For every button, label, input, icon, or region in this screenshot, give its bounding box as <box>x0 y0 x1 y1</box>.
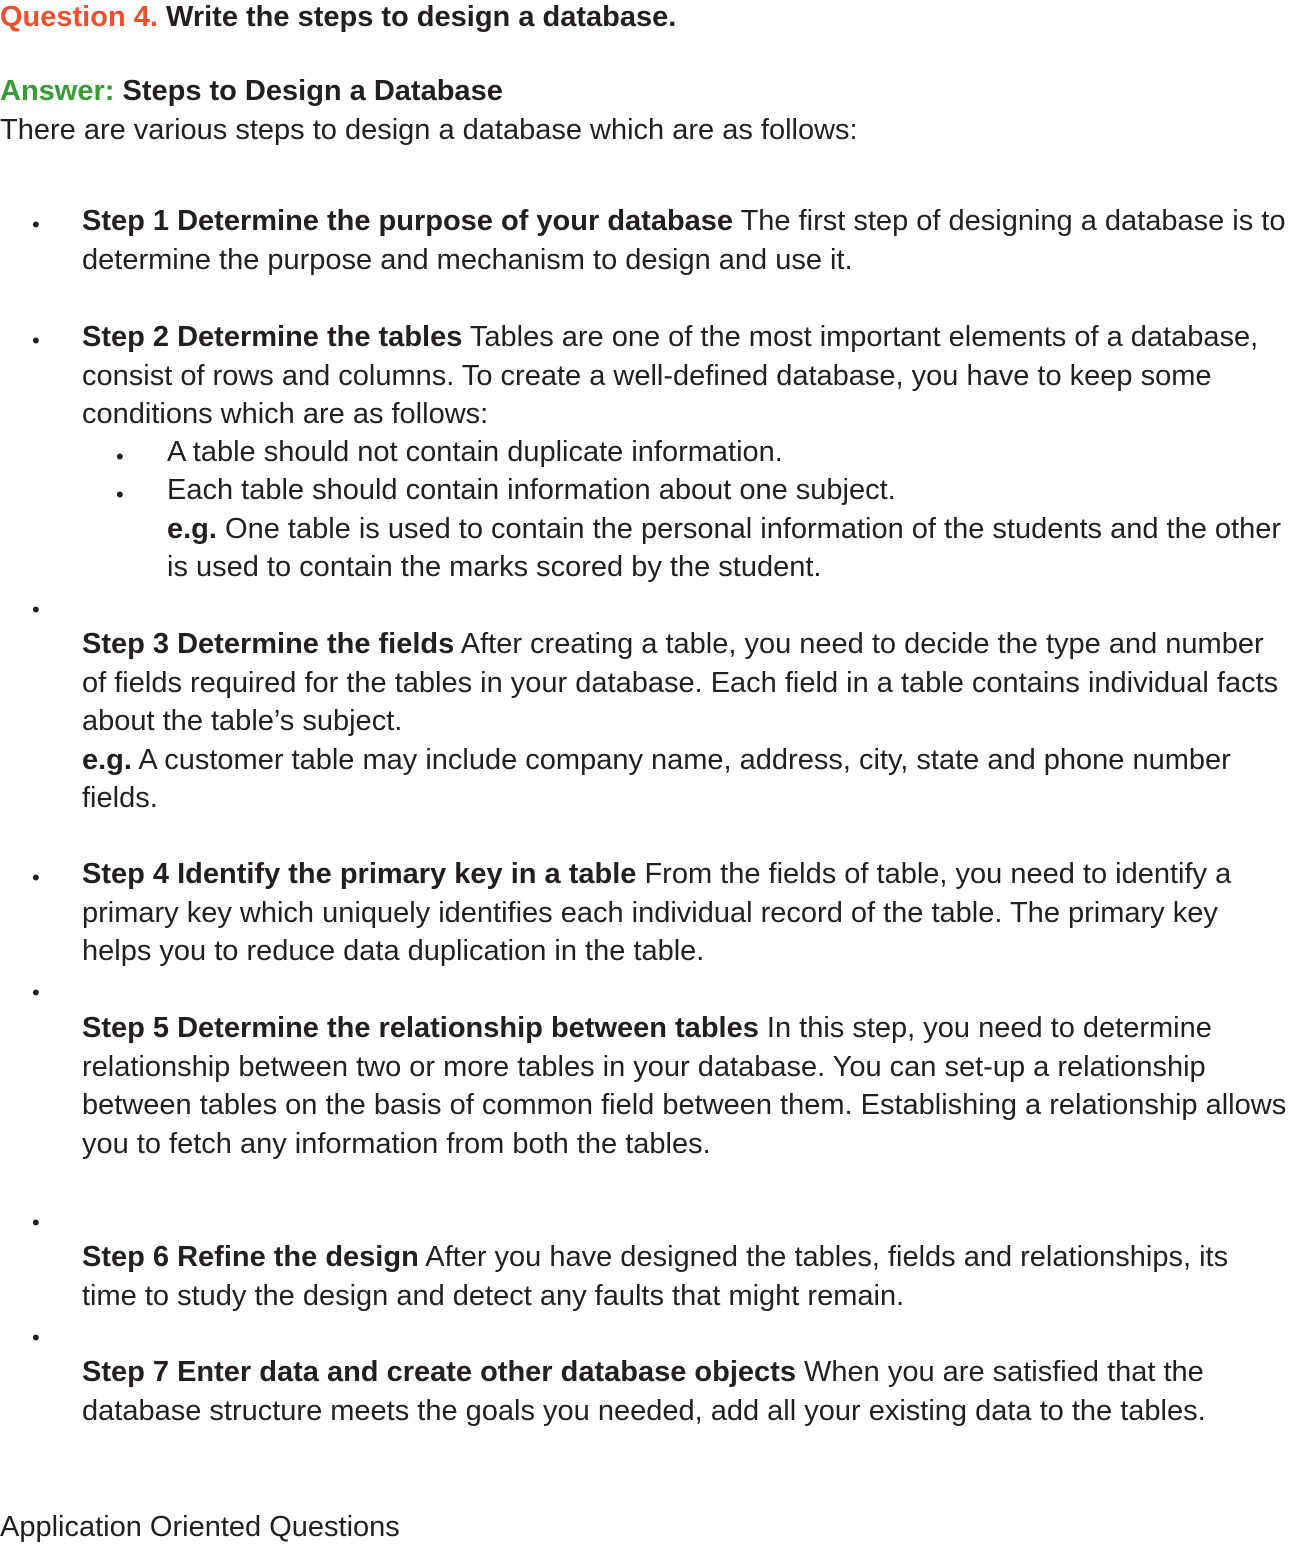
step-text: In this step, you need to determine relationship between two or more tables in your database. You can set-up a relationship between tables on the basis of common field between them. Establishing a relationship allows you to fetch any information from both the tables. <box>82 1012 1287 1160</box>
step-2-subitem-2 <box>167 471 1287 587</box>
bullet-icon: • <box>32 328 40 353</box>
example-label: e.g. <box>82 743 132 776</box>
answer-intro: There are various steps to design a database which are as follows: <box>0 114 858 146</box>
step-title: Step 3 Determine the fields <box>82 628 455 660</box>
step-text: Tables are one of the most important elements of a database, consist of rows and columns. To create a well-defined database, you have to keep some conditions which are as follows: <box>82 321 1259 430</box>
sub-bullet-icon: • <box>116 482 124 507</box>
answer-label: Answer: <box>0 75 115 107</box>
step-title: Step 6 Refine the design <box>82 1241 419 1273</box>
subitem-text: Each table should contain information about one subject. <box>167 474 896 506</box>
step-5 <box>82 1009 1290 1163</box>
question-label: Question 4. <box>0 1 158 33</box>
step-2 <box>82 318 1290 434</box>
answer-title: Steps to Design a Database <box>114 75 503 107</box>
step-6 <box>82 1238 1290 1315</box>
example-label: e.g. <box>167 512 217 545</box>
step-title: Step 5 Determine the relationship between tables <box>82 1012 759 1044</box>
step-1 <box>82 202 1290 279</box>
bullet-icon: • <box>32 1325 40 1350</box>
question-heading <box>0 0 676 34</box>
step-text: The first step of designing a database is to determine the purpose and mechanism to design and use it. <box>82 205 1286 276</box>
bullet-icon: • <box>32 980 40 1005</box>
step-title: Step 2 Determine the tables <box>82 321 463 353</box>
step-2-subitem-1: A table should not contain duplicate information. <box>167 436 783 468</box>
example-paragraph <box>82 741 1290 818</box>
step-text: From the fields of table, you need to identify a primary key which uniquely identifies each individual record of the table. The primary key helps you to reduce data duplication in the table. <box>82 858 1232 967</box>
step-text: After creating a table, you need to decide the type and number of fields required for the tables in your database. Each field in a table contains individual facts about the table’s subject. <box>82 628 1279 737</box>
step-text: After you have designed the tables, fields and relationships, its time to study the design and detect any faults that might remain. <box>82 1241 1229 1312</box>
answer-heading <box>0 74 503 108</box>
footer-section-title: Application Oriented Questions <box>0 1511 400 1543</box>
example-text: A customer table may include company name, address, city, state and phone number fields. <box>82 743 1231 814</box>
bullet-icon: • <box>32 1210 40 1235</box>
step-3 <box>82 625 1290 818</box>
step-body <box>82 625 1290 741</box>
bullet-icon: • <box>32 597 40 622</box>
sub-bullet-icon: • <box>116 444 124 469</box>
example-paragraph <box>167 510 1287 587</box>
step-text: When you are satisfied that the database structure meets the goals you needed, add all your existing data to the tables. <box>82 1356 1206 1427</box>
step-title: Step 1 Determine the purpose of your database <box>82 205 734 237</box>
example-text: One table is used to contain the personal information of the students and the other is used to contain the marks scored by the student. <box>167 512 1281 583</box>
question-text: Write the steps to design a database. <box>157 1 677 33</box>
step-title: Step 4 Identify the primary key in a table <box>82 858 637 890</box>
bullet-icon: • <box>32 212 40 237</box>
step-4 <box>82 855 1290 971</box>
step-title: Step 7 Enter data and create other database objects <box>82 1356 796 1388</box>
step-7 <box>82 1353 1290 1430</box>
bullet-icon: • <box>32 865 40 890</box>
